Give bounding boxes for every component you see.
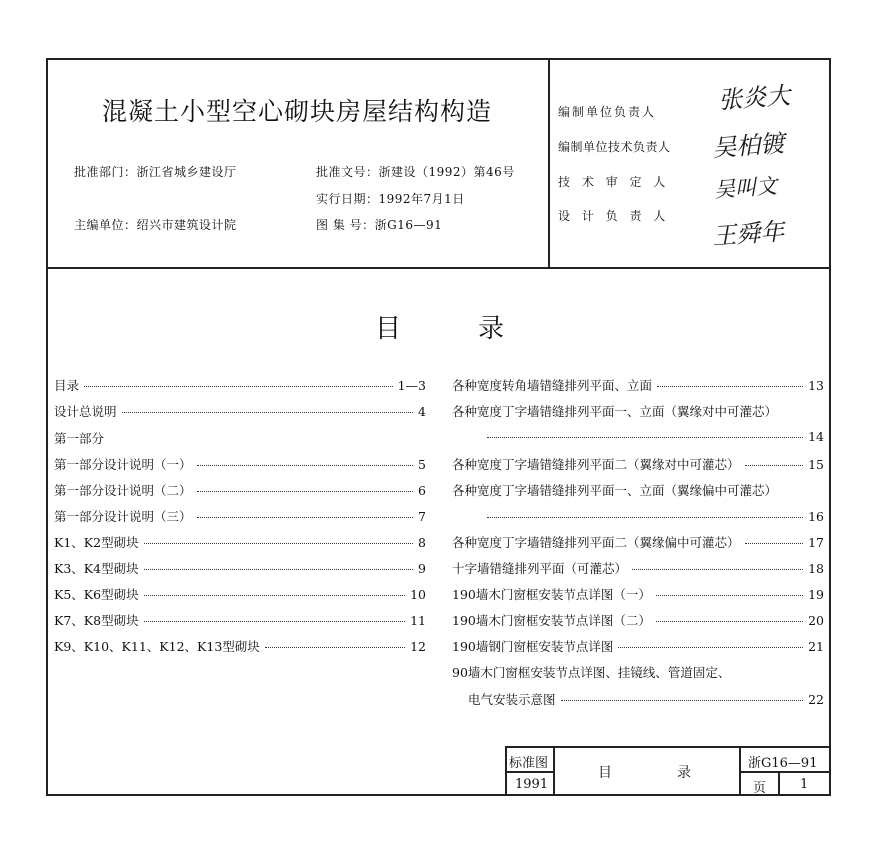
toc-entry: [54, 455, 426, 473]
toc-entry: [468, 690, 824, 708]
year-value: 1991: [515, 777, 549, 792]
toc-entry-title: 190墙木门窗框安装节点详图（二）: [452, 613, 651, 628]
role-design-lead: 设 计 负 责 人: [558, 209, 670, 223]
atlas-number: 图 集 号：浙G16—91: [316, 218, 443, 232]
toc-entry-page: 14: [808, 429, 824, 444]
effective-date: 实行日期：1992年7月1日: [316, 192, 465, 206]
toc-entry-title: 各种宽度丁字墙错缝排列平面一、立面（翼缘对中可灌芯）: [452, 404, 778, 419]
leader-dots: [656, 621, 803, 622]
toc-entry-title: 190墙钢门窗框安装节点详图: [452, 639, 614, 654]
toc-entry-title: 目录: [54, 378, 80, 393]
atlas-code: 浙G16—91: [748, 756, 818, 771]
toc-entry-page: 1—3: [397, 378, 426, 393]
title-block-mid-right: [739, 771, 831, 773]
role-unit-head: 编制单位负责人: [558, 105, 657, 119]
toc-entry-title: K3、K4型砌块: [54, 561, 139, 576]
leader-dots: [84, 386, 393, 387]
toc-entry-page: 6: [418, 483, 426, 498]
leader-dots: [487, 517, 803, 518]
toc-entry-title: 第一部分设计说明（三）: [54, 509, 192, 524]
toc-entry-title: 电气安装示意图: [468, 692, 556, 707]
toc-entry-page: 7: [418, 509, 426, 524]
toc-entry-page: 10: [410, 587, 426, 602]
toc-entry: [54, 533, 426, 551]
toc-entry: [54, 637, 426, 655]
toc-entry: [482, 509, 824, 527]
page-label: 页: [753, 781, 767, 796]
toc-entry: [54, 402, 426, 420]
approval-document: 批准文号：浙建设（1992）第46号: [316, 165, 515, 179]
toc-entry: [54, 507, 426, 525]
toc-entry-title: 十字墙错缝排列平面（可灌芯）: [452, 561, 628, 576]
leader-dots: [561, 700, 804, 701]
toc-entry: [452, 611, 824, 629]
toc-entry-page: 4: [418, 404, 426, 419]
toc-entry-title: 90墙木门窗框安装节点详图、挂镜线、管道固定、: [452, 665, 731, 680]
signature-design-lead: 王舜年: [711, 217, 786, 251]
toc-entry: [482, 429, 824, 447]
toc-entry-title: K7、K8型砌块: [54, 613, 139, 628]
leader-dots: [618, 647, 803, 648]
leader-dots: [197, 517, 414, 518]
toc-entry-page: 11: [410, 613, 426, 628]
toc-entry-page: 15: [808, 457, 824, 472]
header-divider: [46, 267, 831, 269]
leader-dots: [745, 543, 804, 544]
toc-entry-title: 各种宽度丁字墙错缝排列平面二（翼缘对中可灌芯）: [452, 457, 740, 472]
standard-drawing-label: 标准图: [509, 756, 549, 771]
toc-entry-title: 各种宽度转角墙错缝排列平面、立面: [452, 378, 653, 393]
toc-entry-page: 5: [418, 457, 426, 472]
toc-entry: [452, 559, 824, 577]
leader-dots: [197, 491, 414, 492]
toc-entry-title: 设计总说明: [54, 404, 117, 419]
leader-dots: [487, 437, 803, 438]
toc-entry: [54, 559, 426, 577]
toc-heading-right: 录: [478, 314, 507, 344]
toc-entry: [452, 376, 824, 394]
toc-entry-title: 各种宽度丁字墙错缝排列平面一、立面（翼缘偏中可灌芯）: [452, 483, 778, 498]
toc-section-label: 第一部分: [54, 431, 105, 446]
leader-dots: [144, 595, 406, 596]
signature-reviewer: 吴叫文: [713, 173, 778, 203]
leader-dots: [632, 569, 803, 570]
title-block-mid-left: [505, 771, 555, 773]
leader-dots: [197, 465, 414, 466]
toc-entry-title: K5、K6型砌块: [54, 587, 139, 602]
toc-entry-page: 13: [808, 378, 824, 393]
toc-entry-page: 22: [808, 692, 824, 707]
toc-entry: [452, 455, 824, 473]
header-column-divider: [548, 58, 550, 268]
toc-entry-page: 17: [808, 535, 824, 550]
leader-dots: [656, 595, 803, 596]
toc-entry-page: 21: [808, 639, 824, 654]
toc-entry: [452, 637, 824, 655]
toc-entry-title: 第一部分设计说明（二）: [54, 483, 192, 498]
toc-entry-page: 20: [808, 613, 824, 628]
leader-dots: [657, 386, 803, 387]
leader-dots: [144, 543, 413, 544]
toc-entry-page: 9: [418, 561, 426, 576]
toc-entry: [54, 376, 426, 394]
role-reviewer: 技 术 审 定 人: [558, 175, 670, 189]
toc-entry-title: K9、K10、K11、K12、K13型砌块: [54, 639, 260, 654]
leader-dots: [144, 569, 413, 570]
leader-dots: [122, 412, 414, 413]
approval-department: 批准部门：浙江省城乡建设厅: [74, 165, 237, 179]
editor-unit: 主编单位：绍兴市建筑设计院: [74, 218, 237, 232]
toc-entry: [54, 585, 426, 603]
toc-entry-title: 190墙木门窗框安装节点详图（一）: [452, 587, 651, 602]
page-number: 1: [800, 777, 809, 792]
toc-entry: [452, 533, 824, 551]
signature-unit-head: 张炎大: [717, 81, 792, 115]
title-block-page-divider: [778, 771, 780, 796]
toc-heading-left: 目: [375, 314, 404, 344]
drawing-name-left: 目: [598, 765, 612, 781]
toc-entry-page: 19: [808, 587, 824, 602]
toc-entry: [54, 481, 426, 499]
leader-dots: [265, 647, 405, 648]
toc-entry-page: 12: [410, 639, 426, 654]
toc-entry-page: 8: [418, 535, 426, 550]
toc-entry-title: 各种宽度丁字墙错缝排列平面二（翼缘偏中可灌芯）: [452, 535, 740, 550]
leader-dots: [745, 465, 804, 466]
toc-entry: [452, 585, 824, 603]
signature-tech-head: 吴柏镀: [711, 129, 786, 163]
toc-entry-title: 第一部分设计说明（一）: [54, 457, 192, 472]
toc-entry-page: 16: [808, 509, 824, 524]
drawing-name-right: 录: [677, 765, 691, 781]
document-title: 混凝土小型空心砌块房屋结构构造: [102, 97, 493, 126]
role-tech-head: 编制单位技术负责人: [558, 140, 671, 154]
toc-entry-page: 18: [808, 561, 824, 576]
toc-entry: [54, 611, 426, 629]
toc-entry-title: K1、K2型砌块: [54, 535, 139, 550]
leader-dots: [144, 621, 406, 622]
